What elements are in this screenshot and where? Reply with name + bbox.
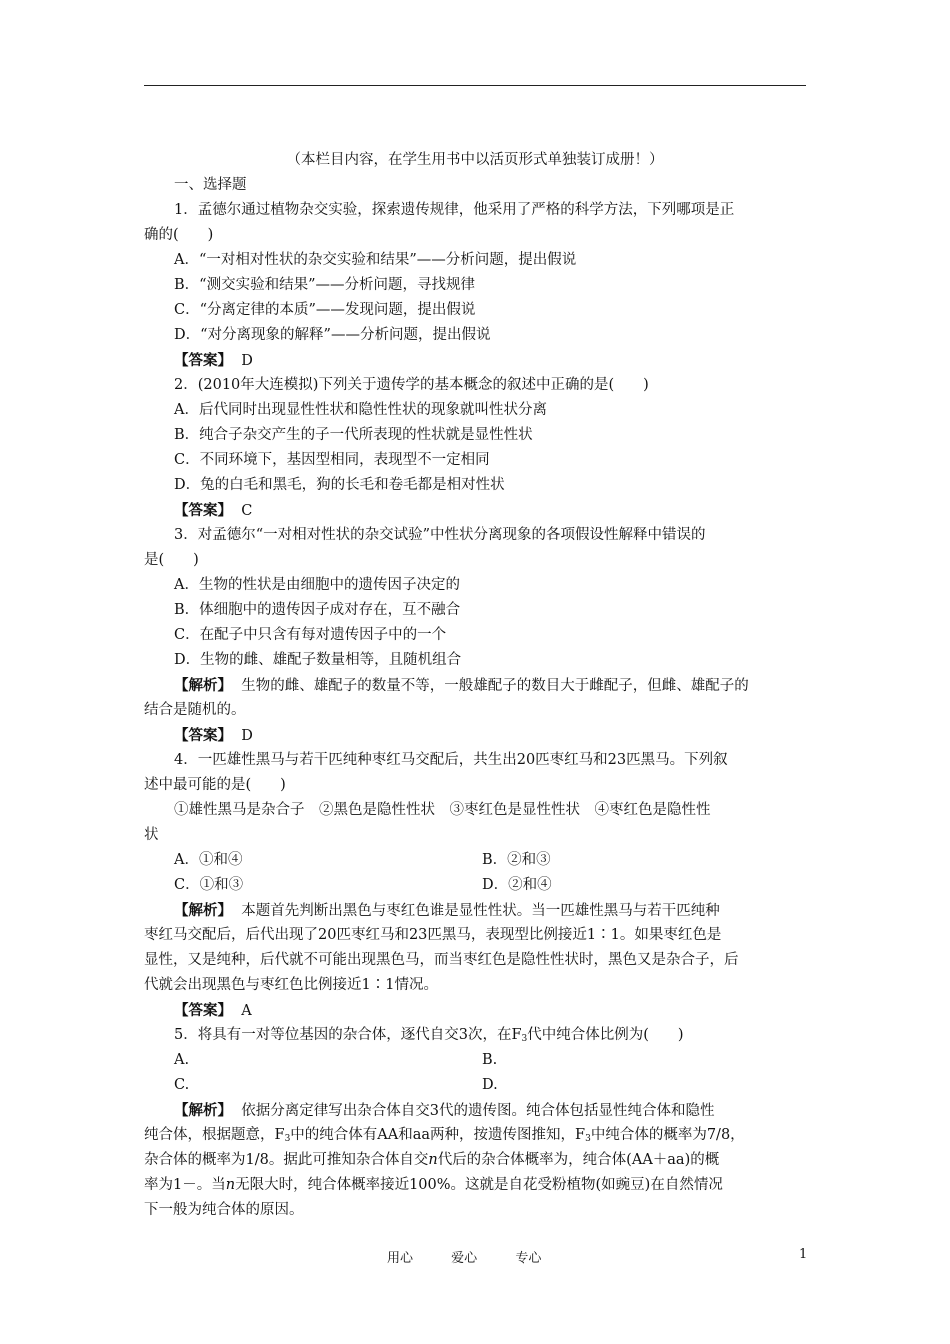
text: 中的纯合体有AA和aa两种，按遗传图推知，F: [290, 1127, 586, 1143]
q4-option-b: B．②和③: [482, 852, 551, 868]
header-note: （本栏目内容，在学生用书中以活页形式单独装订成册！）: [286, 152, 664, 168]
q2-option-a: A．后代同时出现显性性状和隐性性状的现象就叫性状分离: [174, 402, 547, 418]
q2-answer: [144, 498, 806, 523]
q1-option-b: B．“测交实验和结果”——分析问题，寻找规律: [174, 277, 475, 293]
answer-value: D: [241, 728, 253, 744]
variable-n: n: [428, 1152, 438, 1168]
q3-option-b: B．体细胞中的遗传因子成对存在，互不融合: [174, 602, 461, 618]
q4-option-d: D．②和④: [482, 877, 552, 893]
q4-items-line-1: ①雄性黑马是杂合子 ②黑色是隐性性状 ③枣红色是显性性状 ④枣红色是隐性性: [174, 802, 711, 818]
question-2: [144, 373, 806, 523]
answer-label: 【答案】: [174, 352, 232, 369]
footer-item: 爱心: [451, 1251, 478, 1266]
q3-stem-line-1: 3．对孟德尔“一对相对性状的杂交试验”中性状分离现象的各项假设性解释中错误的: [174, 527, 706, 543]
q5-options-row-2: [144, 1073, 806, 1098]
q4-stem-line-1: 4．一匹雄性黑马与若干匹纯种枣红马交配后，共生出20匹枣红马和23匹黑马。下列叙: [174, 752, 728, 768]
text: 中纯合体的概率为7/8，: [590, 1127, 745, 1143]
analysis-label: 【解析】: [174, 1102, 232, 1119]
footer-item: 专心: [515, 1251, 542, 1266]
q2-option-b: B．纯合子杂交产生的子一代所表现的性状就是显性性状: [174, 427, 533, 443]
q5-option-a: A.: [174, 1052, 190, 1068]
text: 代后的杂合体概率为，纯合体(AA＋aa)的概: [437, 1152, 720, 1168]
q2-option-d: D．兔的白毛和黑毛，狗的长毛和卷毛都是相对性状: [174, 477, 505, 493]
q5-analysis-line-2: [144, 1123, 806, 1148]
q4-options-row-2: [144, 873, 806, 898]
q5-options-row-1: [144, 1048, 806, 1073]
question-1: [144, 198, 806, 373]
q4-analysis-line-3: 显性，又是纯种，后代就不可能出现黑色马，而当枣红色是隐性性状时，黑色又是杂合子，后: [144, 952, 739, 968]
answer-label: 【答案】: [174, 1002, 232, 1019]
page-number: 1: [799, 1247, 808, 1262]
q3-analysis-line-2: 结合是随机的。: [144, 702, 246, 718]
section-title: 一、选择题: [174, 177, 247, 193]
analysis-label: 【解析】: [174, 677, 232, 694]
subscript: 3: [521, 1034, 528, 1044]
q1-option-a: A．“一对相对性状的杂交实验和结果”——分析问题，提出假说: [174, 252, 577, 268]
answer-label: 【答案】: [174, 502, 232, 519]
subscript: 3: [585, 1134, 591, 1144]
analysis-text: 本题首先判断出黑色与枣红色谁是显性性状。当一匹雄性黑马与若干匹纯种: [241, 903, 720, 919]
q5-option-c: C.: [174, 1077, 190, 1093]
q5-stem: [144, 1023, 806, 1048]
question-5: [144, 1023, 806, 1223]
q5-option-d: D.: [482, 1077, 498, 1093]
q5-option-b: B.: [482, 1052, 498, 1068]
q1-option-d: D．“对分离现象的解释”——分析问题，提出假说: [174, 327, 491, 343]
q4-stem-line-2: 述中最可能的是( ): [144, 777, 286, 793]
q4-analysis-line-1: [144, 898, 806, 923]
q4-options-row-1: [144, 848, 806, 873]
variable-n: n: [225, 1177, 236, 1193]
answer-value: D: [241, 353, 253, 369]
q4-option-c: C．①和③: [174, 877, 244, 893]
page-content: [144, 148, 806, 1223]
text: 纯合体，根据题意，F: [144, 1127, 285, 1143]
q4-option-a: A．①和④: [174, 852, 243, 868]
q4-items-line-2: 状: [144, 827, 159, 843]
q5-analysis-line-4: [144, 1173, 806, 1198]
q3-answer: [144, 723, 806, 748]
subscript: 3: [284, 1134, 291, 1144]
question-3: [144, 523, 806, 748]
q3-stem-line-2: 是( ): [144, 552, 199, 568]
header-rule: [144, 85, 806, 86]
q1-stem-line-1: 1．孟德尔通过植物杂交实验，探索遗传规律，他采用了严格的科学方法，下列哪项是正: [174, 202, 735, 218]
q4-answer: [144, 998, 806, 1023]
q5-analysis-line-5: 下一般为纯合体的原因。: [144, 1202, 304, 1218]
q5-analysis-line-1: [144, 1098, 806, 1123]
q1-answer: [144, 348, 806, 373]
answer-label: 【答案】: [174, 727, 232, 744]
analysis-text: 依据分离定律写出杂合体自交3代的遗传图。纯合体包括显性纯合体和隐性: [241, 1103, 715, 1119]
q2-stem: 2．(2010年大连模拟)下列关于遗传学的基本概念的叙述中正确的是( ): [174, 377, 649, 393]
q3-option-c: C．在配子中只含有每对遗传因子中的一个: [174, 627, 447, 643]
question-4: [144, 748, 806, 1023]
footer-item: 用心: [387, 1251, 414, 1266]
answer-value: C: [241, 503, 253, 519]
q3-option-a: A．生物的性状是由细胞中的遗传因子决定的: [174, 577, 460, 593]
analysis-label: 【解析】: [174, 902, 232, 919]
analysis-text: 生物的雌、雄配子的数量不等，一般雄配子的数目大于雌配子，但雌、雄配子的: [241, 678, 749, 694]
q4-analysis-line-2: 枣红马交配后，后代出现了20匹枣红马和23匹黑马，表现型比例接近1∶1。如果枣红色是: [144, 927, 722, 943]
q5-stem-text: 5．将具有一对等位基因的杂合体，逐代自交3次，在F: [174, 1027, 522, 1043]
q1-stem-line-2: 确的( ): [144, 227, 214, 243]
q3-analysis-line-1: [144, 673, 806, 698]
q5-stem-text-2: 代中纯合体比例为( ): [527, 1027, 684, 1043]
q1-option-c: C．“分离定律的本质”——发现问题，提出假说: [174, 302, 476, 318]
text: 率为1－。当: [144, 1177, 226, 1193]
text: 杂合体的概率为1/8。据此可推知杂合体自交: [144, 1152, 429, 1168]
q5-analysis-line-3: [144, 1148, 806, 1173]
q2-option-c: C．不同环境下，基因型相同，表现型不一定相同: [174, 452, 490, 468]
q4-analysis-line-4: 代就会出现黑色与枣红色比例接近1∶1情况。: [144, 977, 438, 993]
text: 无限大时，纯合体概率接近100%。这就是自花受粉植物(如豌豆)在自然情况: [235, 1177, 723, 1193]
answer-value: A: [241, 1003, 252, 1019]
footer: [387, 1247, 575, 1266]
q3-option-d: D．生物的雌、雄配子数量相等，且随机组合: [174, 652, 462, 668]
